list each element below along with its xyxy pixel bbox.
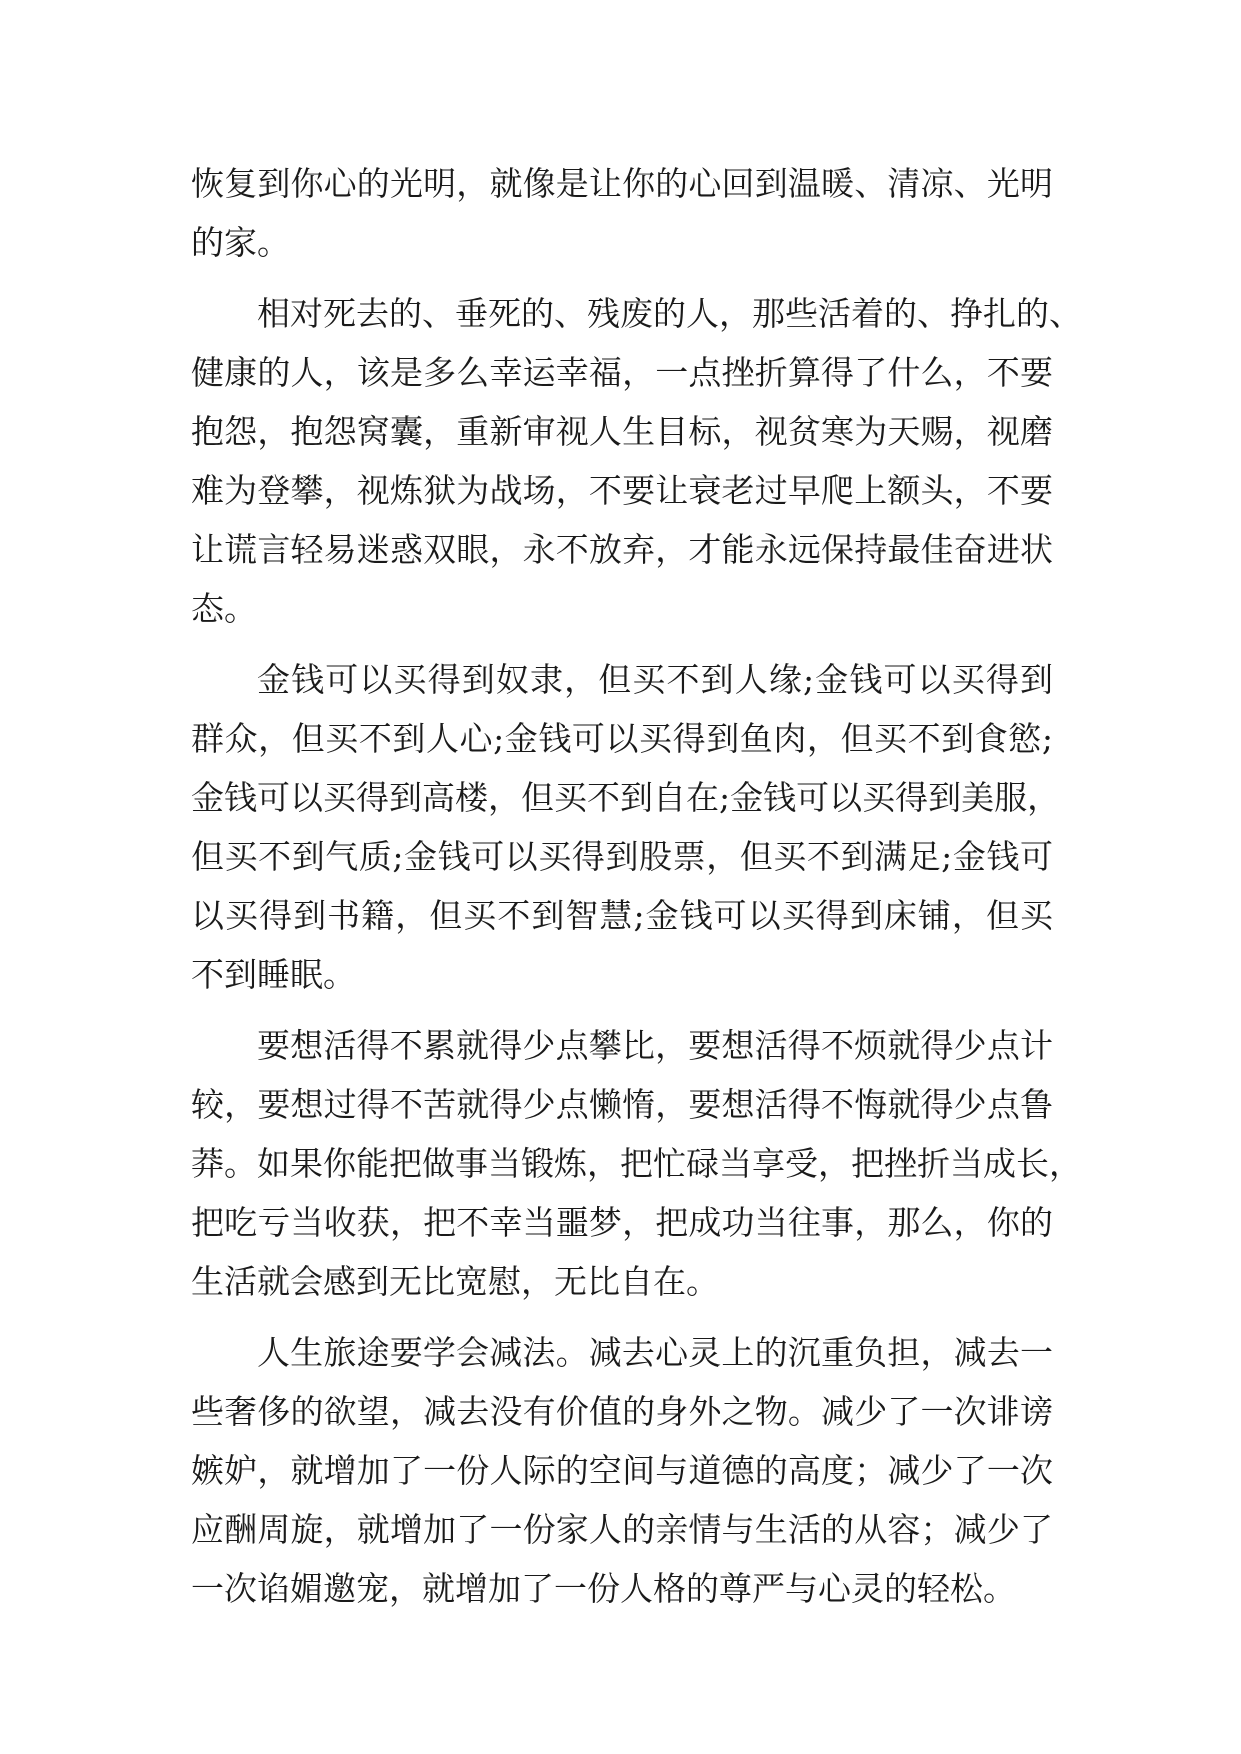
text-line: 金钱可以买得到奴隶，但买不到人缘;金钱可以买得到 — [257, 660, 1053, 699]
text-line: 人生旅途要学会减法。减去心灵上的沉重负担，减去一 — [257, 1333, 1053, 1372]
text-line: 群众，但买不到人心;金钱可以买得到鱼肉，但买不到食慾; — [191, 719, 1053, 758]
document-body — [191, 154, 1082, 1618]
text-line: 让谎言轻易迷惑双眼，永不放弃，才能永远保持最佳奋进状 — [191, 530, 1053, 569]
paragraph-1 — [191, 154, 1053, 272]
text-line: 应酬周旋，就增加了一份家人的亲情与生活的从容；减少了 — [191, 1510, 1053, 1549]
text-line: 以买得到书籍，但买不到智慧;金钱可以买得到床铺，但买 — [191, 896, 1053, 935]
text-line: 抱怨，抱怨窝囊，重新审视人生目标，视贫寒为天赐，视磨 — [191, 412, 1053, 451]
text-line: 相对死去的、垂死的、残废的人，那些活着的、挣扎的、 — [257, 294, 1082, 333]
text-line: 难为登攀，视炼狱为战场，不要让衰老过早爬上额头，不要 — [191, 471, 1053, 510]
text-line: 金钱可以买得到高楼，但买不到自在;金钱可以买得到美服， — [191, 778, 1061, 817]
paragraph-3 — [191, 650, 1061, 1004]
text-line: 要想活得不累就得少点攀比，要想活得不烦就得少点计 — [257, 1026, 1053, 1065]
text-line: 不到睡眠。 — [191, 955, 356, 994]
text-line: 些奢侈的欲望，减去没有价值的身外之物。减少了一次诽谤 — [191, 1392, 1053, 1431]
paragraph-4 — [191, 1016, 1082, 1311]
text-line: 态。 — [191, 589, 257, 628]
text-line: 莽。如果你能把做事当锻炼，把忙碌当享受，把挫折当成长， — [191, 1144, 1082, 1183]
text-line: 健康的人，该是多么幸运幸福，一点挫折算得了什么，不要 — [191, 353, 1053, 392]
text-line: 较，要想过得不苦就得少点懒惰，要想活得不悔就得少点鲁 — [191, 1085, 1053, 1124]
text-line: 嫉妒，就增加了一份人际的空间与道德的高度；减少了一次 — [191, 1451, 1053, 1490]
text-line: 的家。 — [191, 223, 290, 262]
text-line: 但买不到气质;金钱可以买得到股票，但买不到满足;金钱可 — [191, 837, 1053, 876]
paragraph-2 — [191, 284, 1082, 638]
paragraph-5 — [191, 1323, 1053, 1618]
text-line: 把吃亏当收获，把不幸当噩梦，把成功当往事，那么，你的 — [191, 1203, 1053, 1242]
text-line: 恢复到你心的光明，就像是让你的心回到温暖、清凉、光明 — [191, 164, 1053, 203]
text-line: 生活就会感到无比宽慰，无比自在。 — [191, 1262, 719, 1301]
text-line: 一次谄媚邀宠，就增加了一份人格的尊严与心灵的轻松。 — [191, 1569, 1016, 1608]
